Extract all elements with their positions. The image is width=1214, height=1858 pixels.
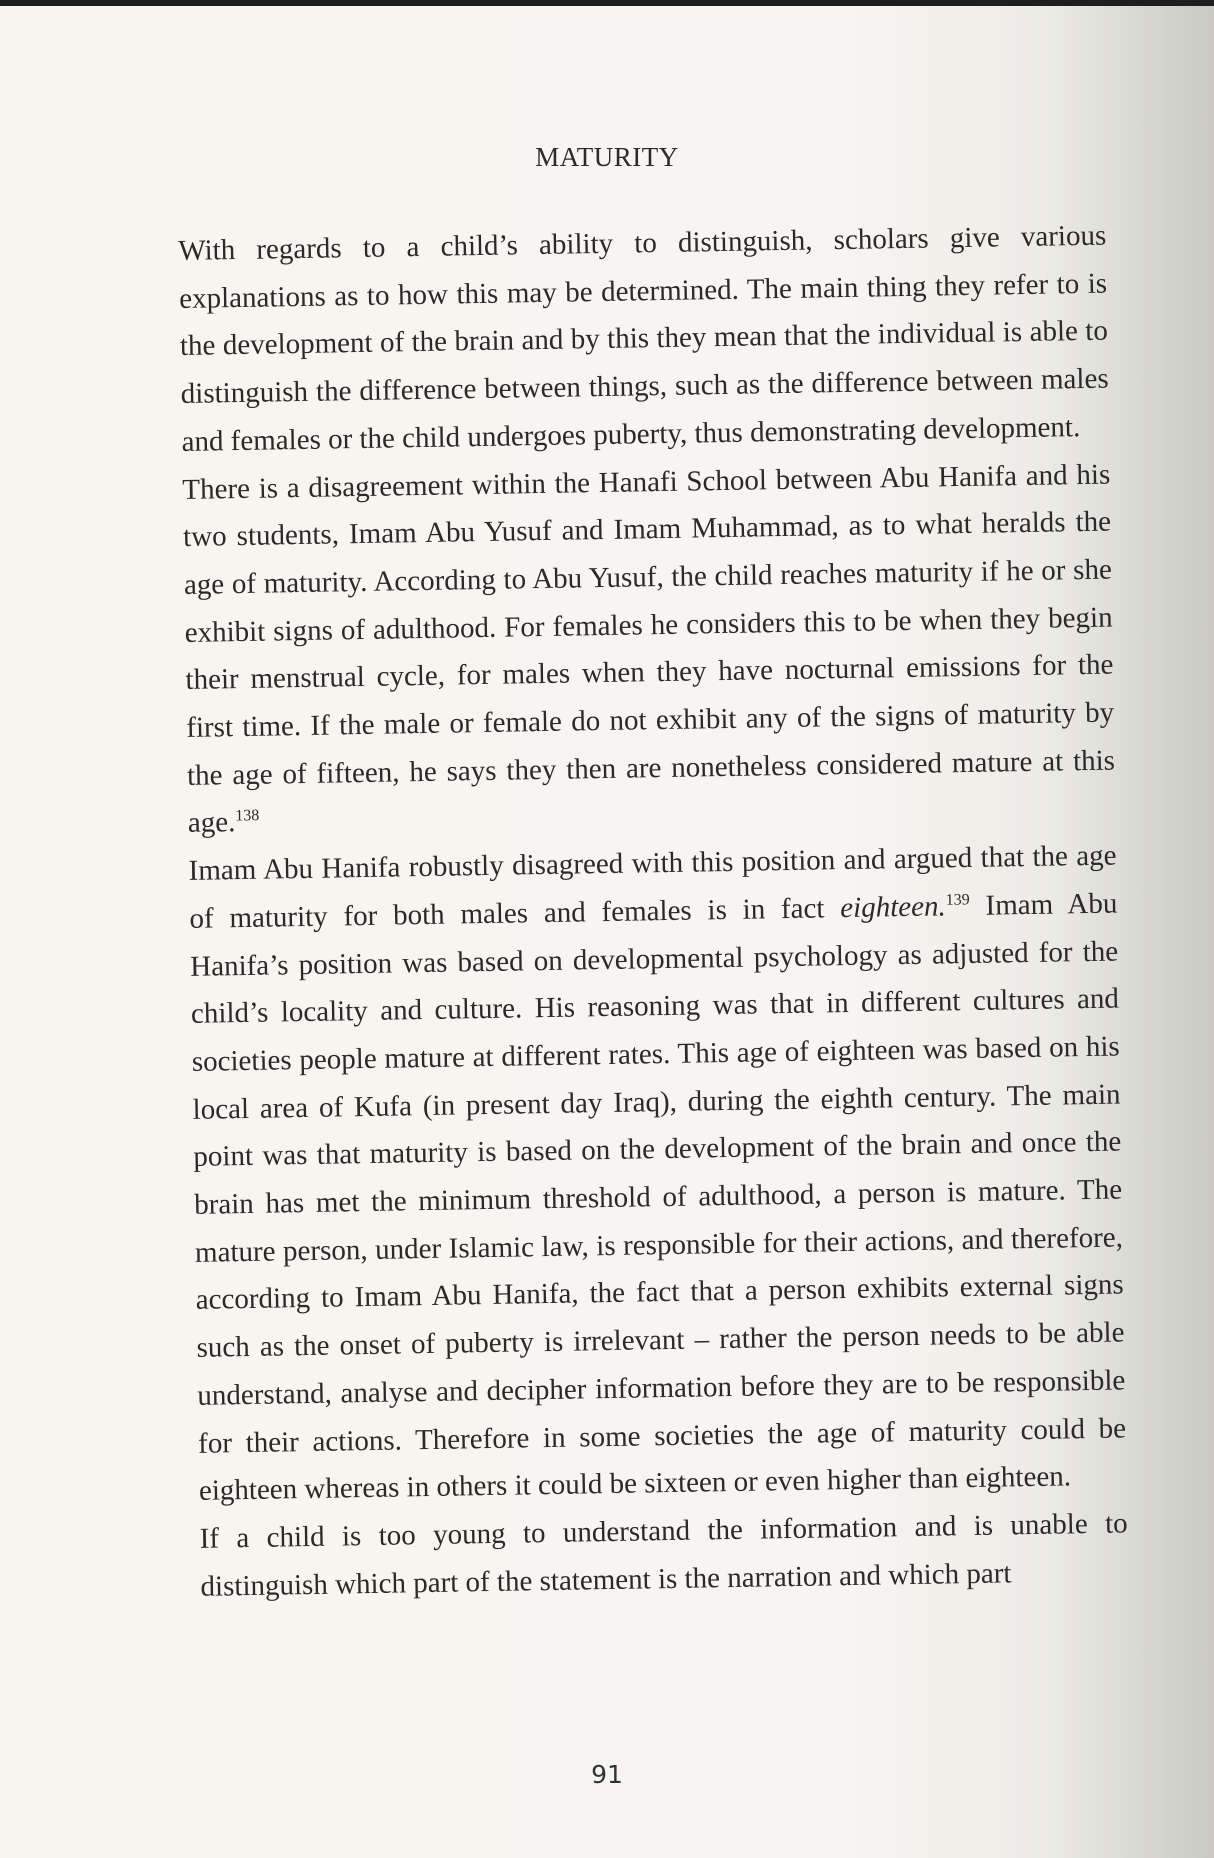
paragraph-2: [182, 451, 1116, 848]
footnote-marker-138: 138: [235, 807, 260, 825]
page-number: 91: [591, 1760, 623, 1789]
paragraph-2-text: There is a disagreement within the Hanafi School between Abu Hanifa and his two students, Imam Abu Yusuf and Imam Muhammad, as to what heralds the age of maturity. According to Abu Yusuf, the child reaches maturity if he or she exhibit signs of adulthood. For females he considers this to be when they begin their menstrual cycle, for males when they have nocturnal emissions for the first time. If the male or female do not exhibit any of the signs of maturity by the age of fifteen, he says they then are nonetheless considered mature at this age.: [182, 458, 1116, 840]
paragraph-4: If a child is too young to understand the information and is unable to distinguish which part of the statement is the narration and which part: [199, 1507, 1128, 1603]
page-top-edge: [0, 0, 1214, 6]
emphasis-eighteen: eighteen.: [839, 890, 946, 924]
body-text: [178, 213, 1129, 1612]
paragraph-1: With regards to a child’s ability to distinguish, scholars give various explanations as to how this may be determined. The main thing they refer to is the development of the brain and by this they mean that the individual is able to distinguish the difference between things, such as the difference between males and females or the child undergoes puberty, thus demonstrating development.: [178, 219, 1109, 458]
running-head: MATURITY: [535, 142, 679, 172]
footnote-marker-139: 139: [945, 891, 970, 909]
paragraph-3-text-b: Imam Abu Hanifa’s position was based on developmental psychology as adjusted for the child’s locality and culture. His reasoning was that in different cultures and societies people mature at different rates. This age of eighteen was based on his local area of Kufa (in present day Iraq), during the eighth century. The main point was that maturity is based on the development of the brain and once the brain has met the minimum threshold of adulthood, a person is mature. The mature person, under Islamic law, is responsible for their actions, and therefore, according to Imam Abu Hanifa, the fact that a person exhibits external signs such as the onset of puberty is irrelevant – rather the person needs to be able understand, analyse and decipher information before they are to be responsible for their actions. Therefore in some societies the age of maturity could be eighteen whereas in others it could be sixteen or even higher than eighteen.: [189, 887, 1127, 1508]
paragraph-3-text-a: Imam Abu Hanifa robustly disagreed with this position and argued that the age of maturity for both males and females is in fact: [188, 839, 1117, 935]
paragraph-3: [188, 833, 1127, 1516]
